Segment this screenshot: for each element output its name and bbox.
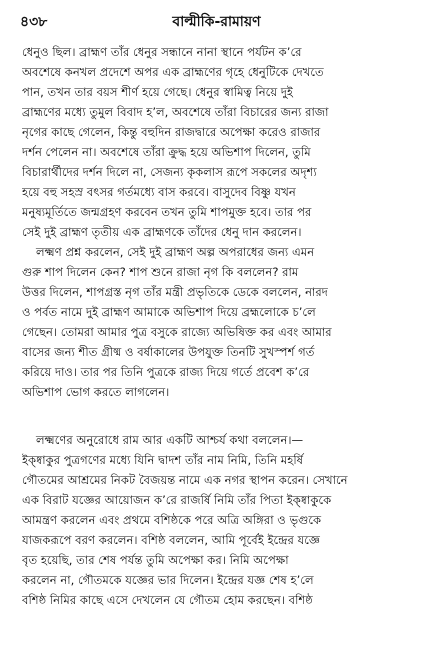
text-line: ও পর্বত নামে দুই ব্রাহ্মণ আমাকে অভিশাপ দিয়ে ব্রহ্মলোকে চ’লে [22, 305, 316, 319]
paragraph-2 [22, 242, 419, 402]
text-line: বাসের জন্য শীত গ্রীষ্ম ও বর্ষাকালের উপযুক্ত তিনটি সুখস্পর্শ গর্ত [22, 345, 315, 359]
text-line: উত্তর দিলেন, শাপগ্রস্ত নৃগ তাঁর মন্ত্রী প্রভৃতিকে ডেকে বললেন, নারদ [22, 285, 328, 299]
text-line: হয়ে বহু সহস্র বৎসর গর্তমধ্যে বাস করবে। বাসুদেব বিষ্ণু যখন [22, 185, 296, 199]
text-line: পান, তখন তার বয়স শীর্ণ হয়ে গেছে। ধেনুর স্বামিত্ব নিয়ে দুই [22, 85, 293, 99]
text-line: গুরু শাপ দিলেন কেন? শাপ শুনে রাজা নৃগ কি বললেন? রাম [22, 265, 299, 279]
text-line: গেছেন। তোমরা আমার পুত্র বসুকে রাজ্যে অভিষিক্ত কর এবং আমার [22, 325, 332, 339]
body-text [22, 42, 419, 610]
text-line: ইক্ষ্বাকুর পুত্রগণের মধ্যে যিনি দ্বাদশ তাঁর নাম নিমি, তিনি মহর্ষি [22, 453, 304, 467]
text-line: অভিশাপ ভোগ করতে লাগলেন। [22, 385, 170, 399]
text-line: নৃগের কাছে গেলেন, কিন্তু বহুদিন রাজদ্বারে অপেক্ষা করেও রাজার [22, 125, 321, 139]
paragraph-3 [22, 430, 419, 610]
text-line: লক্ষ্মণের অনুরোধে রাম আর একটি আশ্চর্য কথা বললেন।— [36, 433, 304, 447]
text-line: অবশেষে কনখল প্রদেশে অপর এক ব্রাহ্মণের গৃহে ধেনুটিকে দেখতে [22, 65, 324, 79]
text-line: ব্রাহ্মণের মধ্যে তুমুল বিবাদ হ’ল, অবশেষে তাঁরা বিচারের জন্য রাজা [22, 105, 329, 119]
running-title: বাল্মীকি-রামায়ণ [172, 14, 261, 30]
text-line: বৃত হয়েছি, তার শেষ পর্যন্ত তুমি অপেক্ষা কর। নিমি অপেক্ষা [22, 553, 289, 567]
text-line: লক্ষ্মণ প্রশ্ন করলেন, সেই দুই ব্রাহ্মণ অল্প অপরাধের জন্য এমন [36, 245, 315, 259]
text-line: বিচারার্থীদের দর্শন দিলে না, সেজন্য কৃকলাস রূপে সকলের অদৃশ্য [22, 165, 317, 179]
section-gap [22, 402, 419, 430]
text-line: ধেনুও ছিল। ব্রাহ্মণ তাঁর ধেনুর সন্ধানে নানা স্থানে পর্যটন ক’রে [22, 45, 302, 59]
paragraph-1 [22, 42, 419, 242]
page-header [14, 10, 419, 32]
text-line: আমন্ত্রণ করলেন এবং প্রথমে বশিষ্ঠকে পরে অত্রি অঙ্গিরা ও ভৃগুকে [22, 513, 322, 527]
text-line: গৌতমের আশ্রমের নিকট বৈজয়ন্ত নামে এক নগর স্থাপন করেন। সেখানে [22, 473, 348, 487]
text-line: মনুষ্যমূর্তিতে জন্মগ্রহণ করবেন তখন তুমি শাপমুক্ত হবে। তার পর [22, 205, 312, 219]
text-line: বশিষ্ঠ নিমির কাছে এসে দেখলেন যে গৌতম হোম করছেন। বশিষ্ঠ [22, 593, 313, 607]
text-line: করিয়ে দাও। তার পর তিনি পুত্রকে রাজ্য দিয়ে গর্তে প্রবেশ ক’রে [22, 365, 310, 379]
text-line: সেই দুই ব্রাহ্মণ তৃতীয় এক ব্রাহ্মণকে তাঁদের ধেনু দান করলেন। [22, 225, 302, 239]
text-line: এক বিরাট যজ্ঞের আয়োজন ক’রে রাজর্ষি নিমি তাঁর পিতা ইক্ষ্বাকুকে [22, 493, 332, 507]
text-line: যাজকরূপে বরণ করলেন। বশিষ্ঠ বললেন, আমি পূর্বেই ইন্দ্রের যজ্ঞে [22, 533, 321, 547]
text-line: করলেন না, গৌতমকে যজ্ঞের ভার দিলেন। ইন্দ্রের যজ্ঞ শেষ হ’লে [22, 573, 314, 587]
text-line: দর্শন পেলেন না। অবশেষে তাঁরা ক্রুদ্ধ হয়ে অভিশাপ দিলেন, তুমি [22, 145, 311, 159]
page-number: ৪৩৮ [20, 14, 48, 30]
